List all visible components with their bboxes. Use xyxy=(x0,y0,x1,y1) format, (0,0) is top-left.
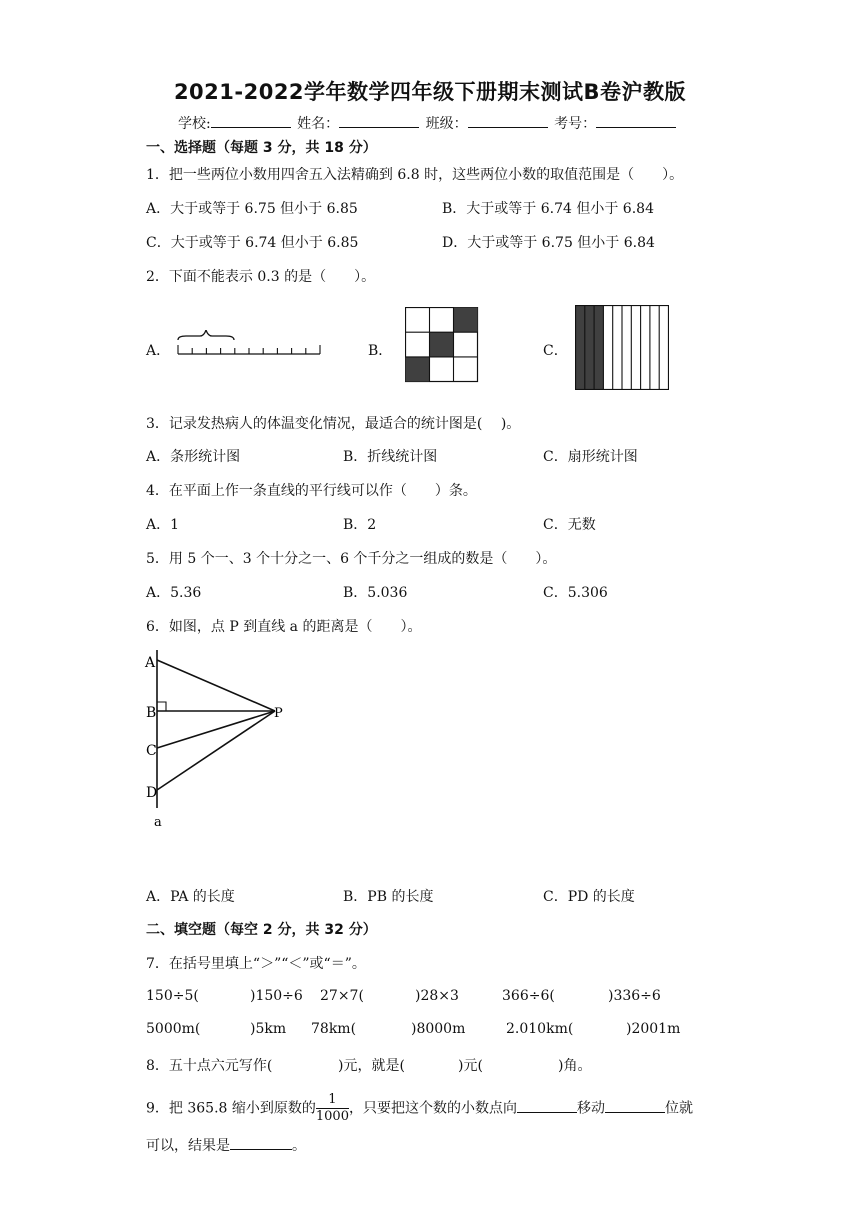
question-9-line-2 xyxy=(146,1135,306,1155)
q4-option-c[interactable]: C．无数 xyxy=(543,517,596,533)
school-blank[interactable] xyxy=(211,113,291,128)
q9-text-c: 移动 xyxy=(576,1100,605,1117)
q7-item-5-right: )8000m xyxy=(411,1021,466,1037)
q9-blank-direction[interactable] xyxy=(517,1099,577,1113)
ruler-brace xyxy=(178,330,234,340)
q7-item-5-left: 78km( xyxy=(311,1021,357,1037)
q3-option-a[interactable]: A．条形统计图 xyxy=(146,449,241,465)
q9-blank-result[interactable] xyxy=(230,1136,292,1150)
q3-option-b[interactable]: B．折线统计图 xyxy=(343,449,438,465)
q2-grid-figure xyxy=(405,307,479,383)
q2-option-c[interactable]: C． xyxy=(543,343,568,359)
q9-text-f: 。 xyxy=(292,1138,306,1154)
q9-fraction-denominator: 1000 xyxy=(315,1109,349,1124)
shaded-cell xyxy=(454,308,478,333)
q9-fraction-numerator: 1 xyxy=(316,1092,349,1109)
q7-item-1-right: )150÷6 xyxy=(250,988,303,1004)
q1-option-d[interactable]: D．大于或等于 6.75 但小于 6.84 xyxy=(442,235,655,251)
exam-no-blank[interactable] xyxy=(596,113,676,128)
q3-option-c[interactable]: C．扇形统计图 xyxy=(543,449,638,465)
q6-option-a[interactable]: A．PA 的长度 xyxy=(146,889,235,905)
q4-option-b[interactable]: B．2 xyxy=(343,517,377,533)
ruler-ticks xyxy=(178,345,320,354)
q7-item-3-right: )336÷6 xyxy=(608,988,661,1004)
q1-option-c[interactable]: C．大于或等于 6.74 但小于 6.85 xyxy=(146,235,359,251)
class-label: 班级： xyxy=(425,116,468,132)
question-8-part-2: )元，就是( xyxy=(338,1058,405,1074)
q7-item-3-left: 366÷6( xyxy=(502,988,555,1004)
right-angle-mark xyxy=(157,702,166,711)
label-C: C xyxy=(146,743,157,759)
segment-pa xyxy=(157,660,275,711)
q2-option-a[interactable]: A． xyxy=(146,343,171,359)
q6-geometry-figure xyxy=(140,648,300,833)
q7-item-4-left: 5000m( xyxy=(146,1021,201,1037)
question-1-text: 1．把一些两位小数用四舍五入法精确到 6.8 时，这些两位小数的取值范围是（ ）。 xyxy=(146,167,684,183)
name-label: 姓名： xyxy=(297,116,340,132)
q5-option-b[interactable]: B．5.036 xyxy=(343,585,408,601)
q6-option-b[interactable]: B．PB 的长度 xyxy=(343,889,434,905)
question-9-line-1 xyxy=(146,1092,693,1125)
q5-option-c[interactable]: C．5.306 xyxy=(543,585,608,601)
name-blank[interactable] xyxy=(339,113,419,128)
question-8-part-4: )角。 xyxy=(558,1058,592,1074)
q9-text-b: ，只要把这个数的小数点向 xyxy=(348,1100,517,1117)
q9-text-a: 9．把 365.8 缩小到原数的 xyxy=(146,1100,316,1117)
school-label: 学校: xyxy=(178,116,211,132)
shaded-cell xyxy=(430,332,454,357)
question-7-text: 7．在括号里填上“＞”“＜”或“＝”。 xyxy=(146,956,366,972)
q9-fraction xyxy=(316,1092,349,1125)
q7-item-4-right: )5km xyxy=(250,1021,287,1037)
q6-option-c[interactable]: C．PD 的长度 xyxy=(543,889,635,905)
exam-no-label: 考号： xyxy=(554,116,597,132)
q2-option-b[interactable]: B． xyxy=(368,343,393,359)
q7-item-2-left: 27×7( xyxy=(320,988,364,1004)
q9-blank-places[interactable] xyxy=(605,1099,665,1113)
q4-option-a[interactable]: A．1 xyxy=(146,517,180,533)
q7-item-6-left: 2.010km( xyxy=(506,1021,574,1037)
segment-pd xyxy=(157,711,275,790)
label-a: a xyxy=(154,815,162,830)
label-A: A xyxy=(145,655,156,671)
q2-ruler-figure xyxy=(174,330,324,360)
segment-pc xyxy=(157,711,275,748)
page-title: 2021-2022学年数学四年级下册期末测试B卷沪教版 xyxy=(173,80,687,104)
label-D: D xyxy=(146,785,158,801)
question-4-text: 4．在平面上作一条直线的平行线可以作（ ）条。 xyxy=(146,483,477,499)
q7-item-1-left: 150÷5( xyxy=(146,988,199,1004)
question-8-part-3: )元( xyxy=(458,1058,483,1074)
class-blank[interactable] xyxy=(468,113,548,128)
student-info-line xyxy=(178,113,678,133)
question-2-text: 2．下面不能表示 0.3 的是（ ）。 xyxy=(146,269,376,285)
q1-option-b[interactable]: B．大于或等于 6.74 但小于 6.84 xyxy=(442,201,654,217)
question-6-text: 6．如图，点 P 到直线 a 的距离是（ ）。 xyxy=(146,619,422,635)
q9-text-d: 位就 xyxy=(664,1100,693,1117)
section-heading-choice: 一、选择题（每题 3 分，共 18 分） xyxy=(146,140,377,156)
question-3-text: 3．记录发热病人的体温变化情况，最适合的统计图是( )。 xyxy=(146,416,521,432)
question-8-part-1: 8．五十点六元写作( xyxy=(146,1058,273,1074)
shaded-cell xyxy=(406,357,430,382)
q2-strips-figure xyxy=(575,305,669,390)
q7-item-2-right: )28×3 xyxy=(415,988,459,1004)
shaded-strips xyxy=(576,306,604,390)
q7-item-6-right: )2001m xyxy=(626,1021,681,1037)
question-5-text: 5．用 5 个一、3 个十分之一、6 个千分之一组成的数是（ ）。 xyxy=(146,551,557,567)
label-B: B xyxy=(146,705,157,721)
section-heading-fill: 二、填空题（每空 2 分，共 32 分） xyxy=(146,922,377,938)
q1-option-a[interactable]: A．大于或等于 6.75 但小于 6.85 xyxy=(146,201,358,217)
label-P: P xyxy=(274,706,283,721)
q9-text-e: 可以，结果是 xyxy=(146,1138,230,1154)
q5-option-a[interactable]: A．5.36 xyxy=(146,585,202,601)
